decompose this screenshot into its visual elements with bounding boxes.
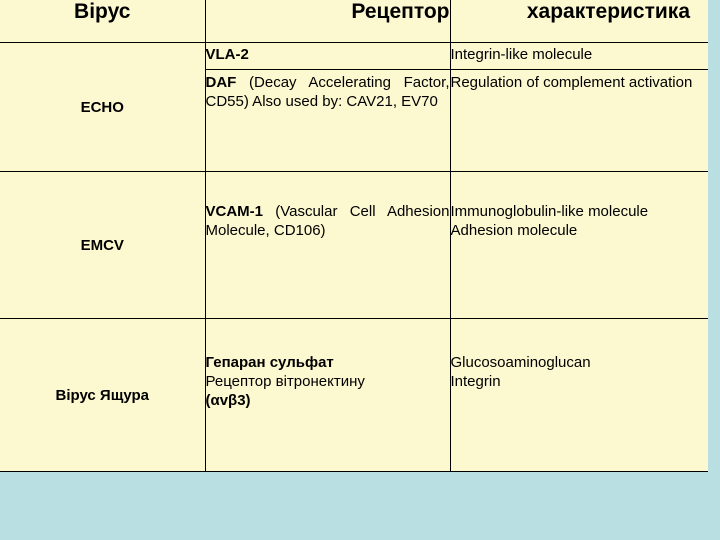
receptor-description: Рецептор вітронектину [205, 373, 365, 390]
receptor-description: (Decay Accelerating Factor, CD55) Also used by: CAV21, EV70 [205, 74, 450, 110]
receptor-description: (Vascular Cell Adhesion Molecule, CD106) [205, 203, 450, 239]
table-row [0, 43, 708, 70]
characteristic-line: Immunoglobulin-like molecule [450, 203, 649, 220]
header-receptor: Рецептор [205, 0, 450, 43]
receptor-name: DAF [205, 74, 237, 91]
receptor-cell [205, 70, 450, 172]
receptor-integrin: (αvβ3) [205, 392, 251, 409]
virus-name-fmd: Вірус Ящура [0, 319, 205, 472]
virus-name-emcv: EMCV [0, 172, 205, 319]
receptor-name: Гепаран сульфат [205, 354, 334, 371]
receptor-cell [205, 43, 450, 70]
characteristic-line: Adhesion molecule [450, 222, 578, 239]
receptor-name: VLA-2 [205, 46, 249, 63]
receptor-name: VCAM-1 [205, 203, 264, 220]
table-header-row [0, 0, 708, 43]
header-characteristic: характеристика [450, 0, 708, 43]
characteristic-line: Glucosoaminoglucan [450, 354, 591, 371]
characteristic-line: Integrin [450, 373, 501, 390]
virus-name-echo: ECHO [0, 43, 205, 172]
table-row [0, 172, 708, 319]
receptor-cell [205, 319, 450, 472]
characteristic-cell: Integrin-like molecule [450, 43, 708, 70]
receptor-cell [205, 172, 450, 319]
characteristic-cell [450, 319, 708, 472]
header-virus: Вірус [0, 0, 205, 43]
characteristic-cell [450, 172, 708, 319]
table-row [0, 319, 708, 472]
characteristic-cell: Regulation of complement activation [450, 70, 708, 172]
